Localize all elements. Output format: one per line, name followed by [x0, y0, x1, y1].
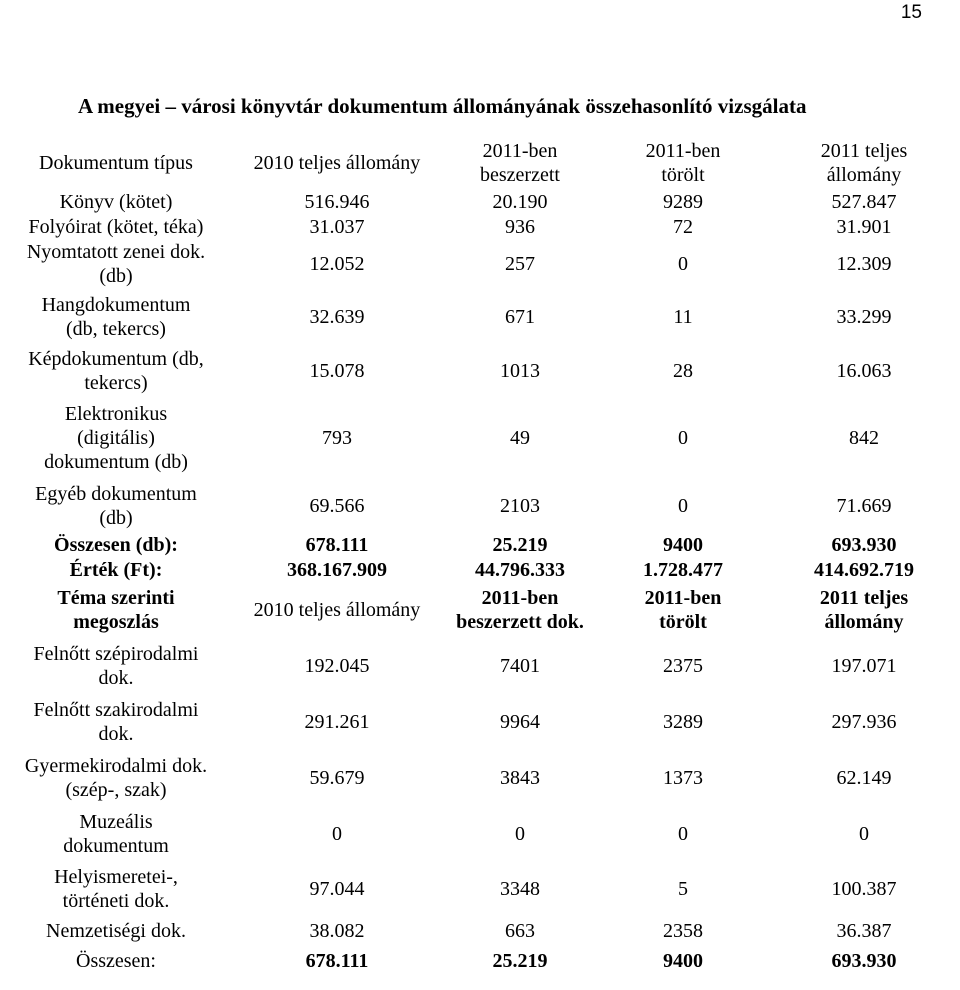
- table-row: Egyéb dokumentum (db) 69.566 2103 0 71.669: [0, 479, 960, 532]
- table-row: Felnőtt szakirodalmi dok. 291.261 9964 3289 297.936: [0, 694, 960, 750]
- header-2011-total: 2011 teljes állomány: [819, 586, 909, 633]
- row-label: Összesen:: [76, 950, 156, 972]
- theme-total-row: Összesen: 678.111 25.219 9400 693.930: [0, 946, 960, 976]
- table-row: Nemzetiségi dok. 38.082 663 2358 36.387: [0, 916, 960, 946]
- row-label: Nemzetiségi dok.: [46, 920, 186, 942]
- row-label: Elektronikus (digitális) dokumentum (db): [44, 403, 188, 473]
- row-label: Képdokumentum (db, tekercs): [28, 347, 204, 394]
- row-label: Folyóirat (kötet, téka): [28, 215, 204, 238]
- table-row: Felnőtt szépirodalmi dok. 192.045 7401 2375 197.071: [0, 637, 960, 694]
- table-row: Folyóirat (kötet, téka) 31.037 936 72 31.901: [0, 214, 960, 239]
- table-row: Könyv (kötet) 516.946 20.190 9289 527.847: [0, 189, 960, 214]
- page-title: A megyei – városi könyvtár dokumentum állományának összehasonlító vizsgálata: [78, 94, 807, 118]
- header-2010-total: 2010 teljes állomány: [253, 152, 421, 174]
- row-label: Felnőtt szakirodalmi dok.: [33, 699, 199, 745]
- row-label: Összesen (db):: [54, 533, 178, 556]
- row-label: Nyomtatott zenei dok. (db): [26, 241, 206, 287]
- page-number: 15: [900, 2, 922, 23]
- row-label: Hangdokumentum (db, tekercs): [41, 293, 191, 340]
- table-row: Helyismeretei-, történeti dok. 97.044 3348 5 100.387: [0, 861, 960, 916]
- type-header-row: [0, 137, 960, 189]
- row-label: Muzeális dokumentum: [63, 810, 169, 857]
- value-ft-row: Érték (Ft): 368.167.909 44.796.333 1.728.477 414.692.719: [0, 557, 960, 582]
- theme-header-row: [0, 582, 960, 637]
- row-label: Helyismeretei-, történeti dok.: [54, 865, 178, 912]
- table-row: Gyermekirodalmi dok. (szép-, szak) 59.679 3843 1373 62.149: [0, 750, 960, 806]
- header-document-type: Dokumentum típus: [39, 152, 193, 174]
- row-label: Egyéb dokumentum (db): [35, 482, 197, 529]
- header-2011-acquired: 2011-ben beszerzett: [480, 140, 560, 186]
- header-2011-acquired: 2011-ben beszerzett dok.: [456, 586, 584, 633]
- table-row: Képdokumentum (db, tekercs) 15.078 1013 28 16.063: [0, 344, 960, 397]
- header-2011-removed: 2011-ben törölt: [644, 586, 722, 633]
- row-label: Gyermekirodalmi dok. (szép-, szak): [24, 755, 208, 801]
- row-label: Könyv (kötet): [59, 190, 173, 213]
- header-2010-total: 2010 teljes állomány: [253, 598, 421, 621]
- library-stock-table: [0, 137, 960, 976]
- table-row: Nyomtatott zenei dok. (db) 12.052 257 0 12.309: [0, 239, 960, 289]
- table-row: Elektronikus (digitális) dokumentum (db) 793 49 0 842: [0, 397, 960, 479]
- header-2011-removed: 2011-ben törölt: [645, 140, 721, 186]
- header-theme: Téma szerinti megoszlás: [57, 586, 175, 633]
- row-label: Felnőtt szépirodalmi dok.: [33, 642, 199, 689]
- table-row: Hangdokumentum (db, tekercs) 32.639 671 11 33.299: [0, 289, 960, 344]
- header-2011-total: 2011 teljes állomány: [820, 140, 908, 186]
- table-row: Muzeális dokumentum 0 0 0 0: [0, 806, 960, 861]
- row-label: Érték (Ft):: [69, 558, 163, 581]
- total-db-row: Összesen (db): 678.111 25.219 9400 693.930: [0, 532, 960, 557]
